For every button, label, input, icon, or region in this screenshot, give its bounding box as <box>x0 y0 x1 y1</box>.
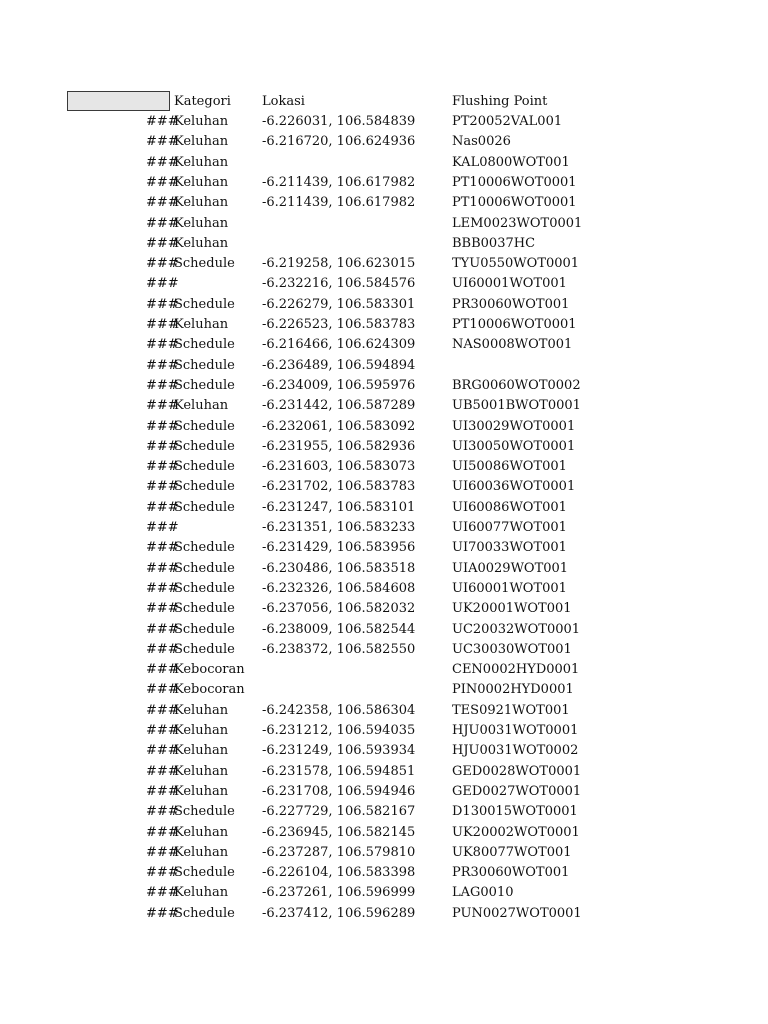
lokasi-cell[interactable]: -6.231351, 106.583233 <box>262 520 416 535</box>
header-kategori: Kategori <box>174 94 231 109</box>
date-cell[interactable]: ### <box>146 438 179 454</box>
lokasi-cell[interactable]: -6.232061, 106.583092 <box>262 418 416 434</box>
flushing-point-cell[interactable]: KAL0800WOT001 <box>452 154 570 170</box>
lokasi-cell[interactable]: -6.231702, 106.583783 <box>262 479 416 495</box>
flushing-point-cell[interactable]: Nas0026 <box>452 134 511 150</box>
kategori-cell[interactable]: Schedule <box>174 337 235 353</box>
kategori-cell[interactable]: Schedule <box>174 601 235 617</box>
header-lokasi: Lokasi <box>262 94 305 109</box>
header-row <box>0 91 768 111</box>
table-row <box>0 437 768 457</box>
flushing-point-cell[interactable]: UI30050WOT0001 <box>452 438 576 454</box>
kategori-cell[interactable]: Schedule <box>174 377 235 393</box>
date-cell[interactable]: ### <box>146 905 179 921</box>
date-cell[interactable]: ### <box>146 357 179 373</box>
table-row <box>0 274 768 294</box>
date-cell[interactable]: ### <box>146 520 179 535</box>
date-cell[interactable]: ### <box>146 662 179 678</box>
flushing-point-cell[interactable]: LEM0023WOT0001 <box>452 215 583 231</box>
kategori-cell[interactable]: Kebocoran <box>174 662 245 678</box>
lokasi-cell[interactable]: -6.237261, 106.596999 <box>262 885 416 901</box>
header-flushing-point: Flushing Point <box>452 94 548 109</box>
kategori-cell[interactable]: Keluhan <box>174 885 229 901</box>
date-cell[interactable]: ### <box>146 296 179 312</box>
kategori-cell[interactable]: Keluhan <box>174 844 229 860</box>
kategori-cell[interactable]: Keluhan <box>174 317 229 332</box>
flushing-point-cell[interactable]: PT20052VAL001 <box>452 114 563 129</box>
flushing-point-cell[interactable]: PT10006WOT0001 <box>452 195 577 211</box>
lokasi-cell[interactable]: -6.236489, 106.594894 <box>262 357 416 373</box>
flushing-point-cell[interactable]: UI30029WOT0001 <box>452 418 576 434</box>
lokasi-cell[interactable]: -6.236945, 106.582145 <box>262 824 416 840</box>
table-row <box>0 477 768 497</box>
lokasi-cell[interactable]: -6.237287, 106.579810 <box>262 844 416 860</box>
kategori-cell[interactable]: Schedule <box>174 296 235 312</box>
kategori-cell[interactable]: Keluhan <box>174 763 229 779</box>
date-cell[interactable]: ### <box>146 763 179 779</box>
kategori-cell[interactable]: Schedule <box>174 256 235 272</box>
flushing-point-cell[interactable]: PIN0002HYD0001 <box>452 682 574 698</box>
table-row <box>0 153 768 173</box>
flushing-point-cell[interactable]: UI50086WOT001 <box>452 459 567 475</box>
table-row <box>0 214 768 234</box>
table-row <box>0 762 768 782</box>
table-row <box>0 254 768 274</box>
kategori-cell[interactable]: Kebocoran <box>174 682 245 698</box>
flushing-point-cell[interactable]: BRG0060WOT0002 <box>452 377 581 393</box>
date-cell[interactable]: ### <box>146 824 179 840</box>
lokasi-cell[interactable]: -6.226104, 106.583398 <box>262 865 416 881</box>
kategori-cell[interactable]: Keluhan <box>174 398 229 414</box>
flushing-point-cell[interactable]: PR30060WOT001 <box>452 296 570 312</box>
date-cell[interactable]: ### <box>146 276 179 292</box>
table-row <box>0 417 768 437</box>
kategori-cell[interactable]: Keluhan <box>174 114 229 129</box>
date-cell[interactable]: ### <box>146 215 179 231</box>
date-cell[interactable]: ### <box>146 580 179 596</box>
table-row <box>0 843 768 863</box>
table-row <box>0 620 768 640</box>
date-cell[interactable]: ### <box>146 540 179 556</box>
kategori-cell[interactable]: Keluhan <box>174 174 229 190</box>
flushing-point-cell[interactable]: UIA0029WOT001 <box>452 560 569 576</box>
flushing-point-cell[interactable]: UK20002WOT0001 <box>452 824 580 840</box>
table-row <box>0 721 768 741</box>
flushing-point-cell[interactable]: GED0027WOT0001 <box>452 783 582 799</box>
flushing-point-cell[interactable]: UC30030WOT001 <box>452 641 572 657</box>
flushing-point-cell[interactable]: LAG0010 <box>452 885 514 901</box>
date-cell[interactable]: ### <box>146 865 179 881</box>
table-row <box>0 457 768 477</box>
kategori-cell[interactable]: Keluhan <box>174 702 229 718</box>
table-row <box>0 112 768 132</box>
table-row <box>0 538 768 558</box>
flushing-point-cell[interactable]: UI60001WOT001 <box>452 276 567 292</box>
flushing-point-cell[interactable]: UI60001WOT001 <box>452 580 567 596</box>
date-cell[interactable]: ### <box>146 885 179 901</box>
table-row <box>0 802 768 822</box>
lokasi-cell[interactable]: -6.211439, 106.617982 <box>262 174 416 190</box>
date-cell[interactable]: ### <box>146 418 179 434</box>
table-row <box>0 863 768 883</box>
flushing-point-cell[interactable]: PUN0027WOT0001 <box>452 905 582 921</box>
flushing-point-cell[interactable]: PR30060WOT001 <box>452 865 570 881</box>
table-row <box>0 335 768 355</box>
date-cell[interactable]: ### <box>146 459 179 475</box>
date-cell[interactable]: ### <box>146 195 179 211</box>
lokasi-cell[interactable]: -6.226279, 106.583301 <box>262 296 416 312</box>
date-cell[interactable]: ### <box>146 682 179 698</box>
date-cell[interactable]: ### <box>146 154 179 170</box>
kategori-cell[interactable]: Keluhan <box>174 154 229 170</box>
date-cell[interactable]: ### <box>146 601 179 617</box>
flushing-point-cell[interactable]: BBB0037HC <box>452 235 536 251</box>
table-row <box>0 782 768 802</box>
flushing-point-cell[interactable]: HJU0031WOT0002 <box>452 743 579 759</box>
kategori-cell[interactable]: Schedule <box>174 580 235 596</box>
lokasi-cell[interactable]: -6.231212, 106.594035 <box>262 723 416 738</box>
date-cell[interactable]: ### <box>146 377 179 393</box>
kategori-cell[interactable]: Schedule <box>174 641 235 657</box>
flushing-point-cell[interactable]: CEN0002HYD0001 <box>452 662 580 678</box>
lokasi-cell[interactable]: -6.237412, 106.596289 <box>262 905 416 921</box>
date-cell[interactable]: ### <box>146 235 179 251</box>
table-row <box>0 234 768 254</box>
date-cell[interactable]: ### <box>146 499 179 515</box>
lokasi-cell[interactable]: -6.238372, 106.582550 <box>262 641 416 657</box>
lokasi-cell[interactable]: -6.231955, 106.582936 <box>262 438 416 454</box>
date-cell[interactable]: ### <box>146 702 179 718</box>
flushing-point-cell[interactable]: UI60077WOT001 <box>452 520 567 535</box>
flushing-point-cell[interactable]: GED0028WOT0001 <box>452 763 582 779</box>
kategori-cell[interactable]: Keluhan <box>174 723 229 738</box>
lokasi-cell[interactable]: -6.211439, 106.617982 <box>262 195 416 211</box>
lokasi-cell[interactable]: -6.234009, 106.595976 <box>262 377 416 393</box>
lokasi-cell[interactable]: -6.216466, 106.624309 <box>262 337 416 353</box>
lokasi-cell[interactable]: -6.238009, 106.582544 <box>262 621 416 637</box>
table-row <box>0 498 768 518</box>
lokasi-cell[interactable]: -6.231249, 106.593934 <box>262 743 416 759</box>
flushing-point-cell[interactable]: PT10006WOT0001 <box>452 174 577 190</box>
flushing-point-cell[interactable]: UB5001BWOT0001 <box>452 398 581 414</box>
date-cell[interactable]: ### <box>146 337 179 353</box>
kategori-cell[interactable]: Keluhan <box>174 743 229 759</box>
kategori-cell[interactable]: Keluhan <box>174 215 229 231</box>
table-row <box>0 132 768 152</box>
table-row <box>0 701 768 721</box>
flushing-point-cell[interactable]: UK80077WOT001 <box>452 844 572 860</box>
table-row <box>0 599 768 619</box>
lokasi-cell[interactable]: -6.231603, 106.583073 <box>262 459 416 475</box>
table-row <box>0 823 768 843</box>
kategori-cell[interactable]: Schedule <box>174 905 235 921</box>
kategori-cell[interactable]: Schedule <box>174 357 235 373</box>
date-cell[interactable]: ### <box>146 479 179 495</box>
flushing-point-cell[interactable]: UK20001WOT001 <box>452 601 572 617</box>
table-row <box>0 356 768 376</box>
table-row <box>0 680 768 700</box>
date-cell[interactable]: ### <box>146 804 179 820</box>
lokasi-cell[interactable]: -6.231429, 106.583956 <box>262 540 416 556</box>
flushing-point-cell[interactable]: UC20032WOT0001 <box>452 621 581 637</box>
kategori-cell[interactable]: Keluhan <box>174 134 229 150</box>
lokasi-cell[interactable]: -6.216720, 106.624936 <box>262 134 416 150</box>
flushing-point-cell[interactable]: UI70033WOT001 <box>452 540 567 556</box>
table-row <box>0 193 768 213</box>
lokasi-cell[interactable]: -6.242358, 106.586304 <box>262 702 416 718</box>
lokasi-cell[interactable]: -6.226031, 106.584839 <box>262 114 416 129</box>
lokasi-cell[interactable]: -6.232216, 106.584576 <box>262 276 416 292</box>
date-cell[interactable]: ### <box>146 317 179 332</box>
date-cell[interactable]: ### <box>146 398 179 414</box>
lokasi-cell[interactable]: -6.231708, 106.594946 <box>262 783 416 799</box>
table-row <box>0 904 768 924</box>
lokasi-cell[interactable]: -6.230486, 106.583518 <box>262 560 416 576</box>
table-row <box>0 396 768 416</box>
lokasi-cell[interactable]: -6.231442, 106.587289 <box>262 398 416 414</box>
table-row <box>0 315 768 335</box>
flushing-point-cell[interactable]: TES0921WOT001 <box>452 702 570 718</box>
date-cell[interactable]: ### <box>146 723 179 738</box>
lokasi-cell[interactable]: -6.226523, 106.583783 <box>262 317 416 332</box>
table-row <box>0 883 768 903</box>
kategori-cell[interactable]: Schedule <box>174 459 235 475</box>
table-row <box>0 559 768 579</box>
date-cell[interactable]: ### <box>146 844 179 860</box>
date-cell[interactable]: ### <box>146 114 179 129</box>
flushing-point-cell[interactable]: UI60036WOT0001 <box>452 479 576 495</box>
flushing-point-cell[interactable]: UI60086WOT001 <box>452 499 567 515</box>
kategori-cell[interactable]: Keluhan <box>174 195 229 211</box>
kategori-cell[interactable]: Schedule <box>174 540 235 556</box>
kategori-cell[interactable]: Schedule <box>174 418 235 434</box>
date-cell[interactable]: ### <box>146 174 179 190</box>
kategori-cell[interactable]: Schedule <box>174 621 235 637</box>
date-cell[interactable]: ### <box>146 621 179 637</box>
lokasi-cell[interactable]: -6.227729, 106.582167 <box>262 804 416 820</box>
table-row <box>0 295 768 315</box>
date-cell[interactable]: ### <box>146 256 179 272</box>
kategori-cell[interactable]: Schedule <box>174 560 235 576</box>
lokasi-cell[interactable]: -6.231578, 106.594851 <box>262 763 416 779</box>
flushing-point-cell[interactable]: NAS0008WOT001 <box>452 337 573 353</box>
table-row <box>0 376 768 396</box>
table-row <box>0 173 768 193</box>
kategori-cell[interactable]: Schedule <box>174 438 235 454</box>
table-row <box>0 640 768 660</box>
lokasi-cell[interactable]: -6.232326, 106.584608 <box>262 580 416 596</box>
table-row <box>0 579 768 599</box>
table-row <box>0 518 768 538</box>
kategori-cell[interactable]: Schedule <box>174 479 235 495</box>
table-row <box>0 660 768 680</box>
lokasi-cell[interactable]: -6.231247, 106.583101 <box>262 499 416 515</box>
flushing-point-cell[interactable]: PT10006WOT0001 <box>452 317 577 332</box>
lokasi-cell[interactable]: -6.219258, 106.623015 <box>262 256 416 272</box>
kategori-cell[interactable]: Schedule <box>174 499 235 515</box>
kategori-cell[interactable]: Schedule <box>174 865 235 881</box>
lokasi-cell[interactable]: -6.237056, 106.582032 <box>262 601 416 617</box>
date-cell[interactable]: ### <box>146 560 179 576</box>
date-cell[interactable]: ### <box>146 134 179 150</box>
kategori-cell[interactable]: Keluhan <box>174 824 229 840</box>
kategori-cell[interactable]: Keluhan <box>174 783 229 799</box>
date-cell[interactable]: ### <box>146 641 179 657</box>
kategori-cell[interactable]: Schedule <box>174 804 235 820</box>
table-row <box>0 741 768 761</box>
kategori-cell[interactable]: Keluhan <box>174 235 229 251</box>
flushing-point-cell[interactable]: D130015WOT0001 <box>452 804 578 820</box>
date-cell[interactable]: ### <box>146 783 179 799</box>
flushing-point-cell[interactable]: TYU0550WOT0001 <box>452 256 580 272</box>
flushing-point-cell[interactable]: HJU0031WOT0001 <box>452 723 579 738</box>
date-cell[interactable]: ### <box>146 743 179 759</box>
